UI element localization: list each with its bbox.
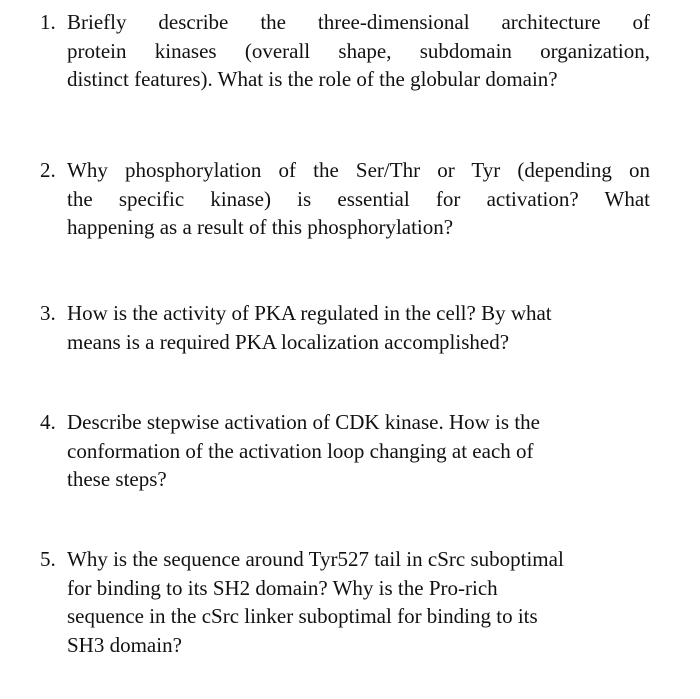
question-line: How is the activity of PKA regulated in the cell? By what — [67, 301, 552, 325]
question-line: sequence in the cSrc linker suboptimal for binding to its — [67, 604, 538, 628]
question-line: for binding to its SH2 domain? Why is the Pro-rich — [67, 575, 498, 600]
question-line: Why is the sequence around Tyr527 tail in cSrc suboptimal — [67, 547, 564, 571]
question-line: the specific kinase) is essential for activation? What — [67, 186, 650, 211]
question-number: 4. — [40, 410, 56, 434]
question-text — [67, 156, 650, 242]
question-number: 2. — [40, 158, 56, 182]
question-3 — [40, 299, 640, 356]
question-line: happening as a result of this phosphorylation? — [67, 215, 454, 239]
question-line: Why phosphorylation of the Ser/Thr or Tyr (depending on — [67, 158, 650, 182]
question-2 — [40, 156, 650, 242]
question-line: distinct features). What is the role of the globular domain? — [67, 67, 558, 91]
question-4 — [40, 408, 640, 494]
question-line: conformation of the activation loop changing at each of — [67, 438, 534, 463]
question-1 — [40, 8, 650, 94]
question-line: protein kinases (overall shape, subdomain organization, — [67, 38, 650, 63]
question-line: these steps? — [67, 467, 167, 491]
question-5 — [40, 545, 640, 659]
question-text — [67, 408, 640, 494]
question-line: SH3 domain? — [67, 632, 182, 657]
question-line: means is a required PKA localization accomplished? — [67, 329, 510, 354]
question-line: Describe stepwise activation of CDK kinase. How is the — [67, 410, 540, 434]
question-text — [67, 8, 650, 94]
question-text — [67, 299, 640, 356]
question-number: 1. — [40, 10, 56, 34]
question-number: 3. — [40, 301, 56, 325]
question-text — [67, 545, 640, 659]
question-number: 5. — [40, 547, 56, 571]
question-line: Briefly describe the three-dimensional architecture of — [67, 10, 650, 34]
